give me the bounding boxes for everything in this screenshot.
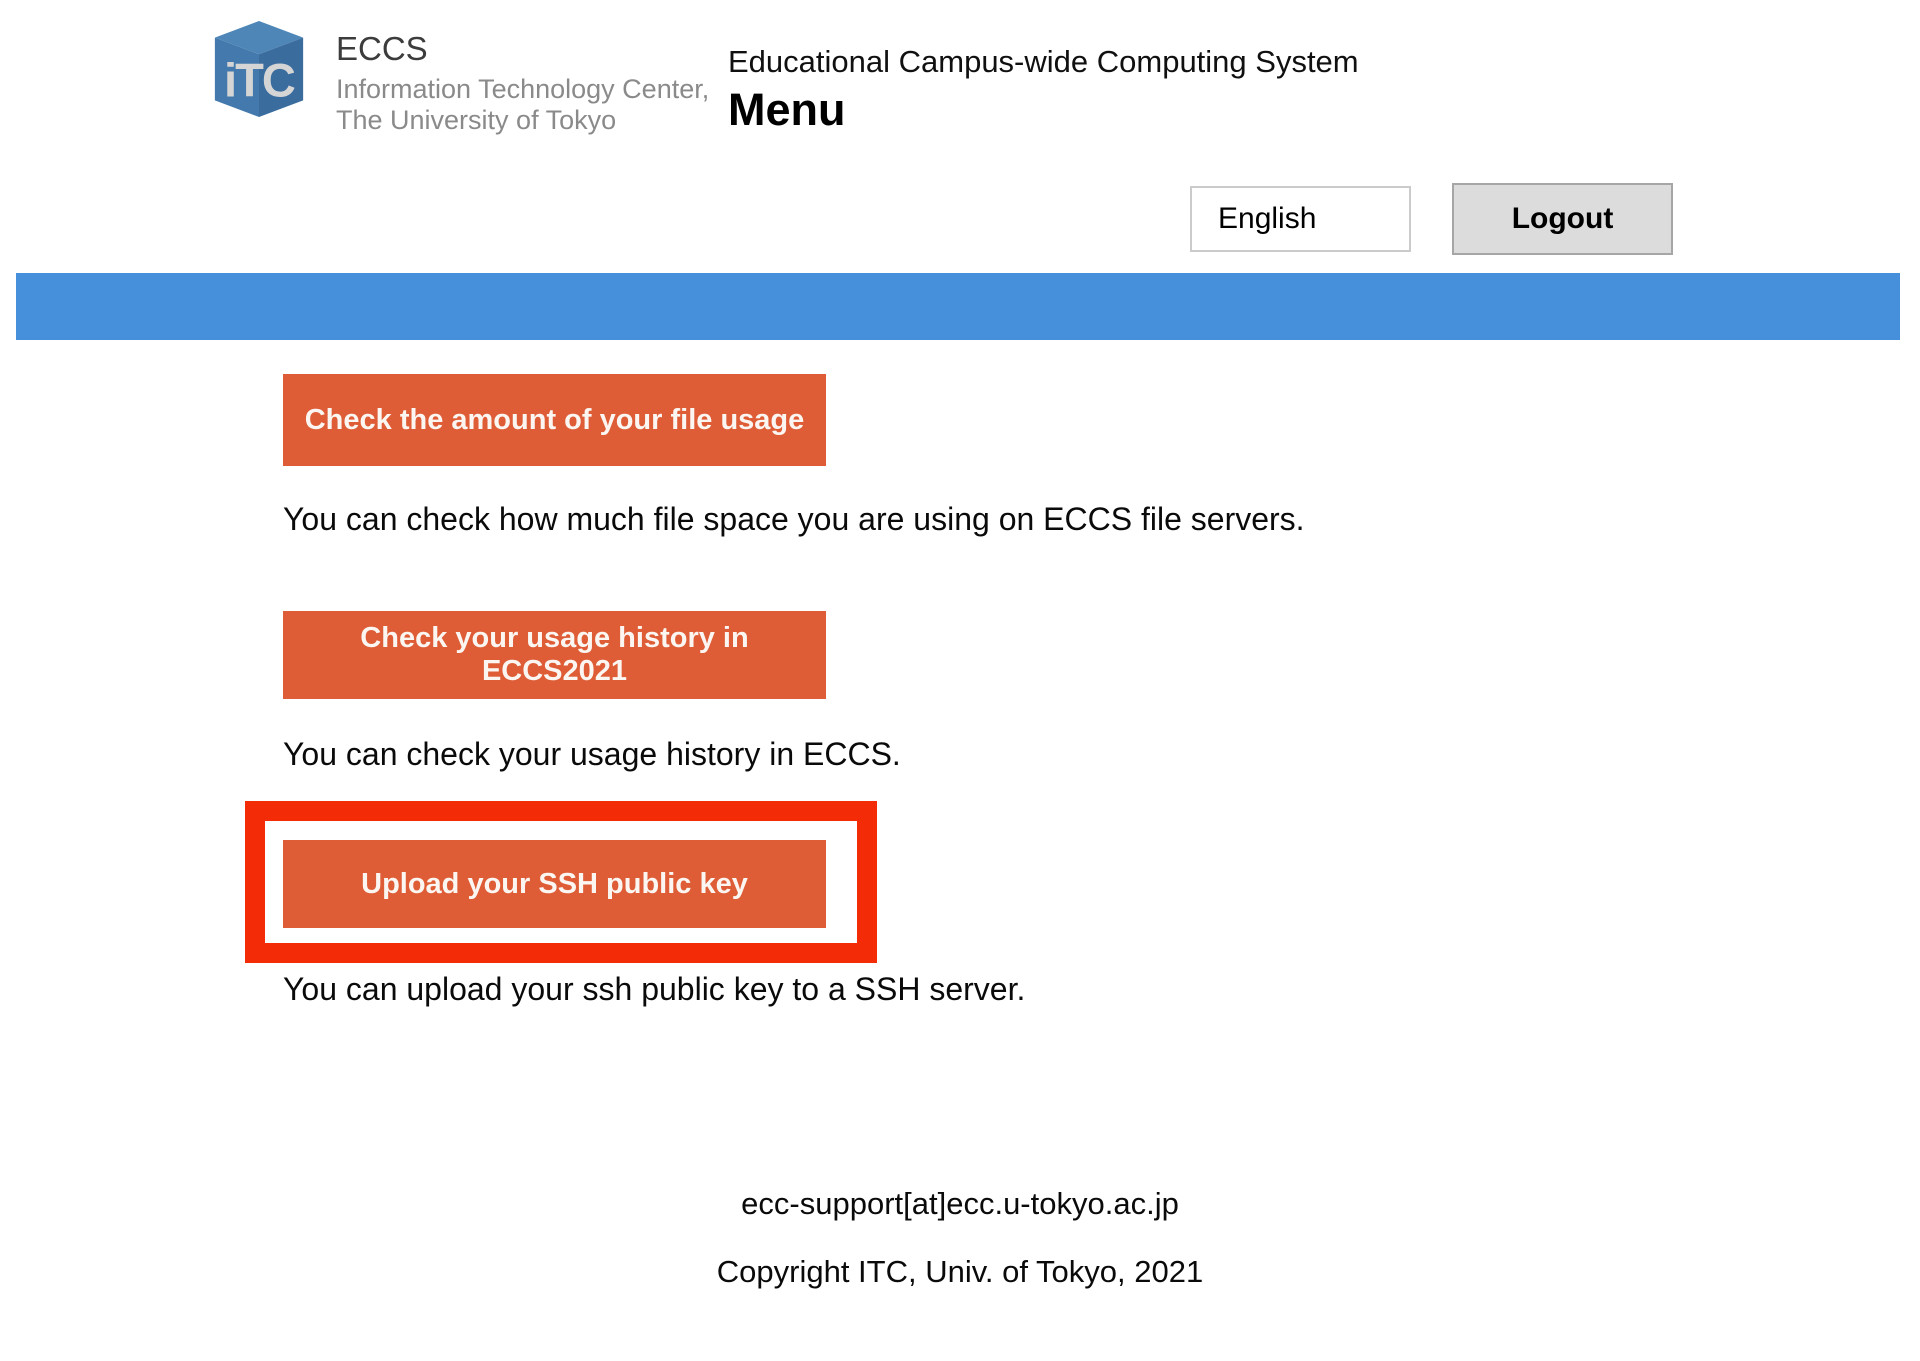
footer-copyright: Copyright ITC, Univ. of Tokyo, 2021 (716, 1254, 1204, 1289)
menu-item-description: You can check how much file space you are using on ECCS file servers. (283, 501, 1305, 537)
itc-cube-logo-icon (208, 18, 310, 120)
language-select-value: English (1218, 202, 1317, 235)
logo-org-line1: Information Technology Center, (336, 74, 710, 104)
itc-logo (208, 18, 709, 135)
highlight-annotation-box (245, 801, 877, 963)
menu-item-description: You can upload your ssh public key to a SSH server. (283, 971, 1026, 1007)
logo-org-line2: The University of Tokyo (336, 104, 617, 135)
logo-text-block (336, 32, 709, 135)
system-name: Educational Campus-wide Computing System (728, 44, 1359, 79)
page-title: Menu (728, 84, 846, 135)
language-select[interactable] (1190, 186, 1411, 252)
footer-contact-email: ecc-support[at]ecc.u-tokyo.ac.jp (741, 1186, 1179, 1221)
menu-button-upload-ssh-key[interactable]: Upload your SSH public key (283, 840, 826, 928)
logo-cube-text: iTC (224, 53, 294, 107)
nav-bar (16, 273, 1900, 340)
logout-button[interactable]: Logout (1452, 183, 1673, 255)
menu-button-usage-history[interactable]: Check your usage history in ECCS2021 (283, 611, 826, 699)
menu-button-file-usage[interactable]: Check the amount of your file usage (283, 374, 826, 466)
logo-acronym: ECCS (336, 30, 428, 67)
menu-item-description: You can check your usage history in ECCS. (283, 736, 901, 772)
